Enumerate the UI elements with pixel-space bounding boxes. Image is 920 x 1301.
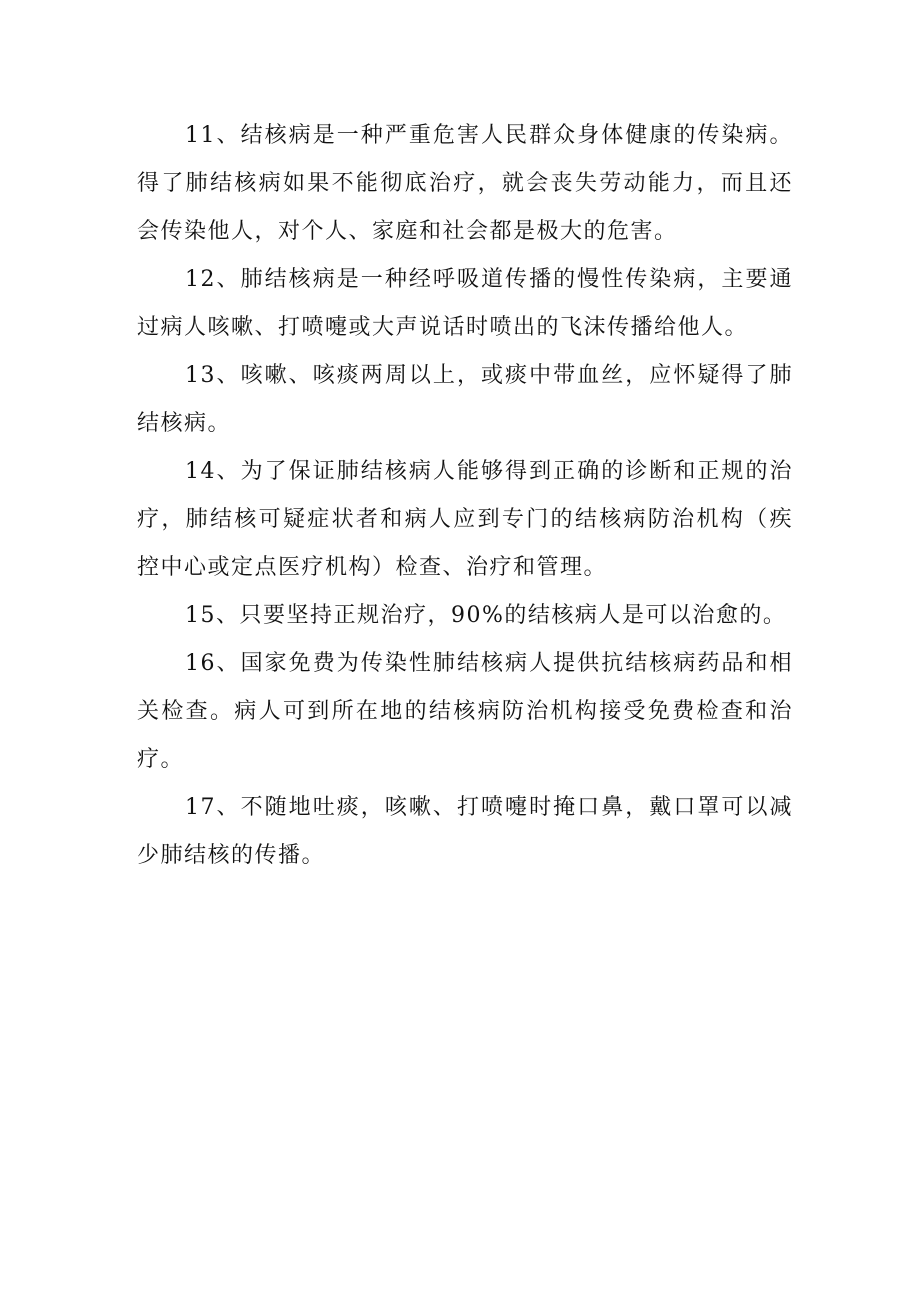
paragraph-15: 15、只要坚持正规治疗，90%的结核病人是可以治愈的。 [185, 603, 787, 628]
paragraph-16: 16、国家免费为传染性肺结核病人提供抗结核病药品和相关检查。病人可到所在地的结核病防治机构接受免费检查和治疗。 [137, 651, 793, 772]
paragraph-12: 12、肺结核病是一种经呼吸道传播的慢性传染病，主要通过病人咳嗽、打喷嚏或大声说话时喷出的飞沫传播给他人。 [137, 267, 793, 340]
paragraph-11: 11、结核病是一种严重危害人民群众身体健康的传染病。得了肺结核病如果不能彻底治疗，就会丧失劳动能力，而且还会传染他人，对个人、家庭和社会都是极大的危害。 [137, 123, 793, 244]
paragraph-13: 13、咳嗽、咳痰两周以上，或痰中带血丝，应怀疑得了肺结核病。 [137, 363, 793, 436]
paragraph-14: 14、为了保证肺结核病人能够得到正确的诊断和正规的治疗，肺结核可疑症状者和病人应到专门的结核病防治机构（疾控中心或定点医疗机构）检查、治疗和管理。 [137, 459, 793, 580]
paragraph-17: 17、不随地吐痰，咳嗽、打喷嚏时掩口鼻，戴口罩可以减少肺结核的传播。 [137, 795, 793, 868]
document-body [137, 112, 793, 880]
